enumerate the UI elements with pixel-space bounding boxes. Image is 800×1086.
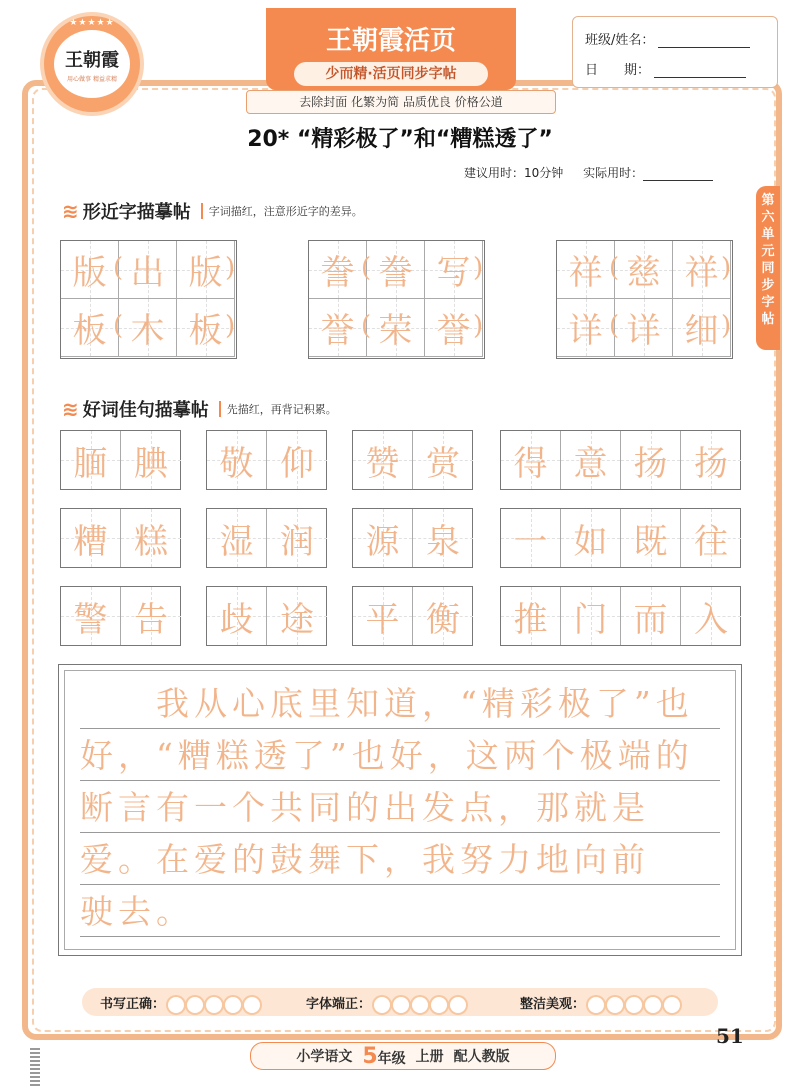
word-char: 警 (73, 599, 108, 640)
flower-icon[interactable] (225, 997, 241, 1013)
footer-subject: 小学语文 (296, 1049, 353, 1065)
flower-icon[interactable] (374, 997, 390, 1013)
word-box (352, 508, 473, 568)
word-char-cell (561, 509, 621, 567)
word-char: 赞 (365, 443, 400, 484)
char-text: 慈 (626, 253, 661, 293)
word-char-cell (353, 431, 413, 489)
char-text: 荣 (378, 311, 413, 351)
word-char: 歧 (219, 599, 254, 640)
char-text: 誊 (320, 253, 355, 293)
char-text: 版 (72, 253, 107, 293)
rating-writing (100, 993, 260, 1013)
flower-icon[interactable] (664, 997, 680, 1013)
word-char: 湿 (219, 521, 254, 562)
word-box (206, 586, 327, 646)
char-cell (367, 241, 425, 299)
section-similar-chars-note: 字词描红，注意形近字的差异。 (201, 203, 363, 219)
flower-icon[interactable] (187, 997, 203, 1013)
word-char-cell (681, 587, 741, 645)
paren-open: ( (609, 253, 620, 283)
word-box (60, 586, 181, 646)
char-text: 写 (436, 253, 471, 293)
word-char-cell (501, 431, 561, 489)
char-text: 板 (188, 311, 223, 351)
word-char-cell (61, 431, 121, 489)
word-char-cell (61, 509, 121, 567)
word-char: 赏 (426, 443, 460, 484)
word-box (500, 430, 741, 490)
rating-neat (520, 993, 680, 1013)
rating-style (306, 993, 466, 1013)
flower-icon[interactable] (244, 997, 260, 1013)
word-char-cell (207, 509, 267, 567)
word-char-cell (61, 587, 121, 645)
binding-edge (30, 1048, 40, 1086)
wave-icon: ≋ (62, 199, 79, 223)
flower-icon[interactable] (450, 997, 466, 1013)
rating-neat-label: 整洁美观： (520, 997, 586, 1012)
word-box (352, 430, 473, 490)
class-name-label: 班级/姓名： (585, 33, 655, 48)
word-char: 糕 (134, 521, 168, 562)
footer-badge (250, 1042, 556, 1070)
paren-close: ) (225, 253, 236, 283)
word-char: 源 (365, 521, 400, 562)
word-char-cell (267, 509, 327, 567)
wave-icon: ≋ (62, 397, 79, 421)
word-char: 扬 (633, 443, 668, 484)
word-box (60, 430, 181, 490)
char-text: 木 (130, 311, 165, 351)
logo-name: 王朝霞 (65, 49, 119, 71)
paren-close: ) (721, 253, 732, 283)
word-char: 仰 (280, 443, 314, 484)
char-text: 出 (130, 253, 165, 293)
class-name-row (585, 29, 750, 48)
name-box (572, 16, 778, 88)
char-group (556, 240, 733, 359)
char-text: 祥 (568, 253, 603, 293)
char-text: 祥 (684, 253, 719, 293)
paragraph-line: 好，“糟糕透了”也好，这两个极端的 (80, 732, 720, 781)
footer-edition: 配人教版 (453, 1049, 510, 1065)
word-char: 糟 (73, 521, 108, 562)
char-cell (309, 241, 367, 299)
char-cell (615, 299, 673, 357)
word-char: 既 (633, 521, 668, 562)
flower-icon[interactable] (412, 997, 428, 1013)
word-char: 扬 (694, 443, 728, 484)
banner-title: 王朝霞活页 (325, 26, 456, 56)
word-box (60, 508, 181, 568)
char-cell (309, 299, 367, 357)
word-char-cell (621, 509, 681, 567)
rating-bar (82, 988, 718, 1016)
rating-style-label: 字体端正： (306, 997, 372, 1012)
word-box (500, 586, 741, 646)
paragraph-line: 爱。在爱的鼓舞下，我努力地向前 (80, 836, 720, 885)
flower-icon[interactable] (607, 997, 623, 1013)
word-char: 往 (694, 521, 728, 562)
word-char-cell (353, 509, 413, 567)
char-text: 誉 (436, 311, 471, 351)
word-char-cell (621, 587, 681, 645)
word-char-cell (501, 509, 561, 567)
date-label: 日 期： (585, 63, 651, 78)
word-char-cell (621, 431, 681, 489)
banner (266, 8, 516, 90)
word-char: 途 (280, 599, 314, 640)
word-char: 腆 (134, 443, 168, 484)
logo-badge (54, 30, 130, 98)
unit-side-tab-text: 第六单元同步字帖 (761, 193, 775, 327)
footer-grade: 5 (362, 1043, 378, 1069)
word-char: 泉 (426, 521, 460, 562)
paragraph-line: 我从心底里知道，“精彩极了”也 (80, 680, 720, 729)
char-text: 详 (568, 311, 603, 351)
word-char: 腼 (73, 443, 108, 484)
paragraph-line: 驶去。 (80, 888, 720, 937)
section-good-words (62, 396, 337, 422)
word-char: 门 (573, 599, 608, 640)
word-char: 入 (694, 599, 728, 640)
actual-time-field[interactable] (643, 170, 713, 181)
logo-sub: 用心做事 精益求精 (67, 75, 117, 83)
word-char-cell (267, 431, 327, 489)
footer-grade-label: 年级 (377, 1050, 406, 1067)
word-char-cell (121, 587, 181, 645)
word-char-cell (561, 431, 621, 489)
word-char-cell (681, 431, 741, 489)
char-text: 板 (72, 311, 107, 351)
char-cell (119, 241, 177, 299)
paren-close: ) (225, 311, 236, 341)
flower-icon[interactable] (588, 997, 604, 1013)
section-good-words-note: 先描红，再背记积累。 (219, 401, 337, 417)
char-cell (61, 241, 119, 299)
flower-icon[interactable] (431, 997, 447, 1013)
char-cell (557, 299, 615, 357)
char-cell (61, 299, 119, 357)
actual-time-label: 实际用时： (583, 166, 644, 180)
flower-icon[interactable] (645, 997, 661, 1013)
paren-close: ) (721, 311, 732, 341)
word-box (206, 508, 327, 568)
rating-writing-label: 书写正确： (100, 997, 166, 1012)
logo-stars: ★★★★★ (69, 18, 115, 28)
char-group (308, 240, 485, 359)
word-char-cell (413, 587, 473, 645)
paragraph-line: 断言有一个共同的出发点，那就是 (80, 784, 720, 833)
word-char: 一 (513, 521, 548, 562)
date-row (585, 59, 746, 78)
char-text: 誉 (320, 311, 355, 351)
paren-open: ( (361, 311, 372, 341)
section-similar-chars-title: 形近字描摹帖 (82, 202, 191, 223)
char-text: 详 (626, 311, 661, 351)
word-char-cell (353, 587, 413, 645)
slogan: 去除封面 化繁为简 品质优良 价格公道 (246, 90, 556, 114)
flower-icon[interactable] (393, 997, 409, 1013)
char-cell (119, 299, 177, 357)
class-name-field[interactable] (658, 35, 750, 48)
paren-close: ) (473, 253, 484, 283)
paren-close: ) (473, 311, 484, 341)
footer-term: 上册 (415, 1049, 444, 1065)
banner-subtitle: 少而精·活页同步字帖 (294, 62, 488, 86)
word-char-cell (501, 587, 561, 645)
word-box (500, 508, 741, 568)
date-field[interactable] (654, 65, 746, 78)
word-char-cell (207, 431, 267, 489)
word-char: 平 (365, 599, 400, 640)
word-char-cell (561, 587, 621, 645)
word-char-cell (207, 587, 267, 645)
paren-open: ( (361, 253, 372, 283)
word-char: 敬 (219, 443, 254, 484)
section-similar-chars (62, 198, 363, 224)
char-cell (367, 299, 425, 357)
time-row (464, 164, 713, 181)
section-good-words-title: 好词佳句描摹帖 (82, 400, 209, 421)
char-group (60, 240, 237, 359)
word-char-cell (413, 509, 473, 567)
word-char: 告 (134, 599, 168, 640)
word-char: 润 (280, 521, 314, 562)
paren-open: ( (113, 311, 124, 341)
flower-icon[interactable] (206, 997, 222, 1013)
word-char-cell (267, 587, 327, 645)
suggested-time: 建议用时：10分钟 (464, 166, 564, 180)
char-text: 版 (188, 253, 223, 293)
lesson-title: 20* “精彩极了”和“糟糕透了” (247, 127, 553, 152)
word-char: 意 (573, 443, 608, 484)
word-char-cell (121, 431, 181, 489)
word-box (206, 430, 327, 490)
word-char-cell (121, 509, 181, 567)
paren-open: ( (609, 311, 620, 341)
page-number: 51 (716, 1024, 744, 1048)
word-box (352, 586, 473, 646)
word-char: 推 (513, 599, 548, 640)
flower-icon[interactable] (626, 997, 642, 1013)
char-text: 细 (684, 311, 719, 351)
flower-icon[interactable] (168, 997, 184, 1013)
word-char-cell (681, 509, 741, 567)
word-char: 得 (513, 443, 548, 484)
word-char-cell (413, 431, 473, 489)
word-char: 如 (573, 521, 608, 562)
char-text: 誊 (378, 253, 413, 293)
logo (44, 16, 140, 112)
char-cell (557, 241, 615, 299)
char-cell (615, 241, 673, 299)
word-char: 而 (633, 599, 668, 640)
unit-side-tab (756, 186, 780, 350)
word-char: 衡 (426, 599, 460, 640)
paren-open: ( (113, 253, 124, 283)
